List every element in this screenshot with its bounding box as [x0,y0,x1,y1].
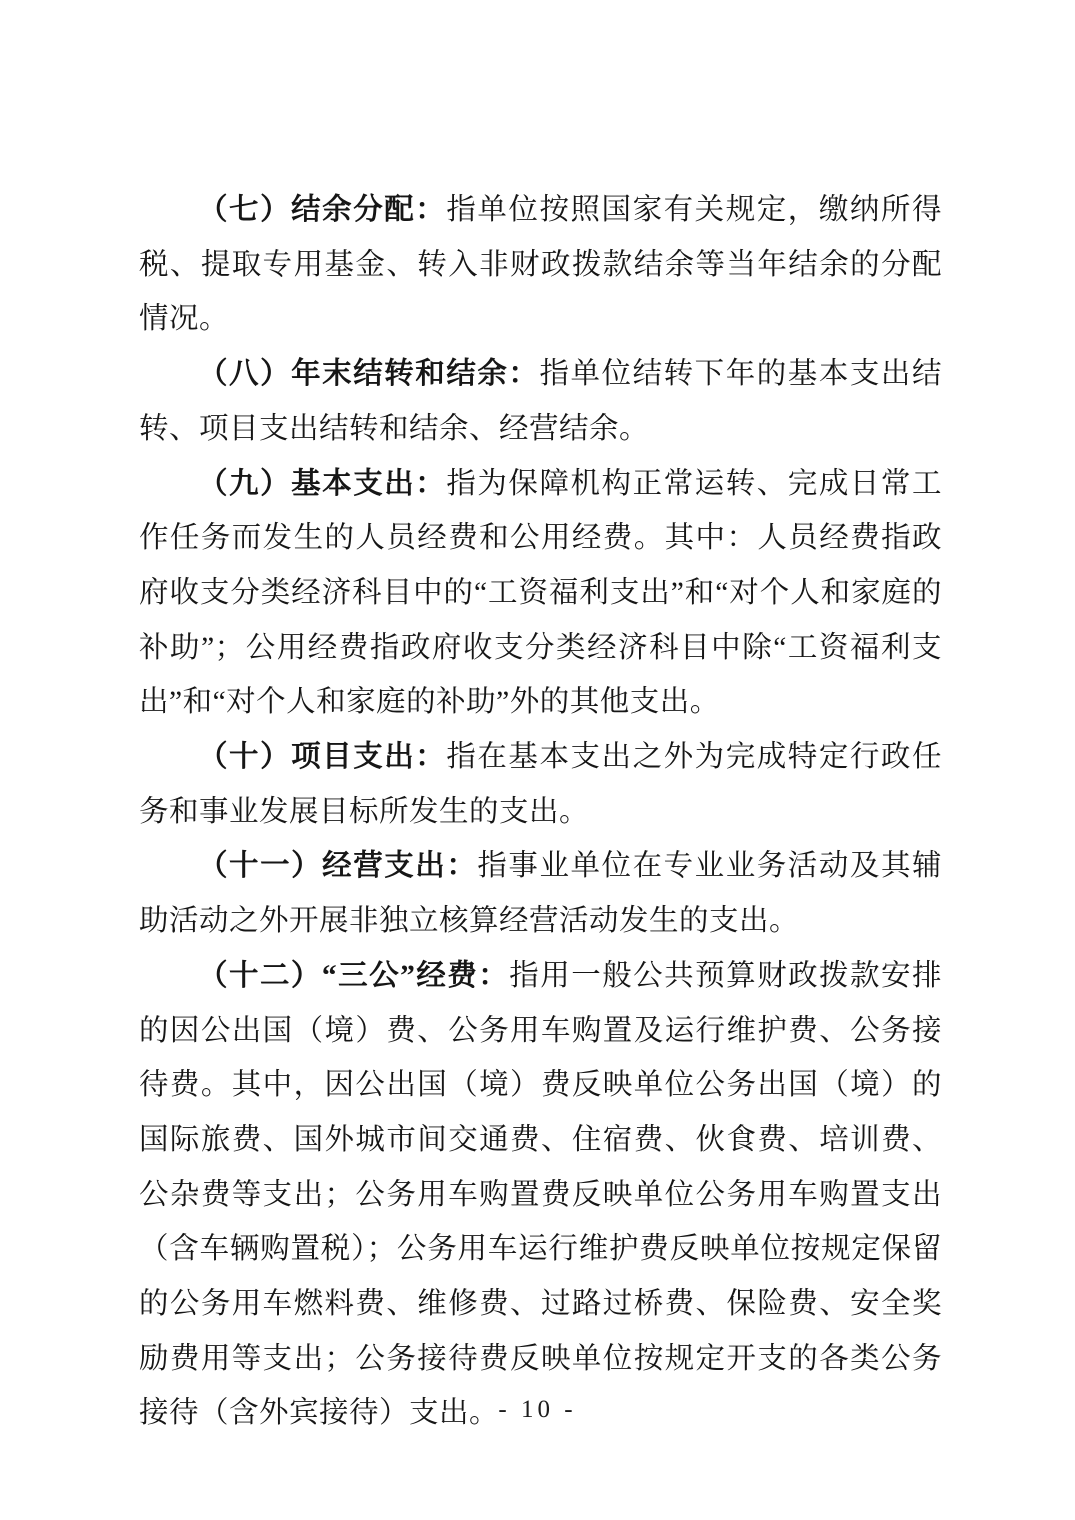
paragraph-body: 指事业单位在专业业务活动及其辅助活动之外开展非独立核算经营活动发生的支出。 [139,850,942,938]
paragraph-2 [139,347,942,456]
paragraph-body: 指在基本支出之外为完成特定行政任务和事业发展目标所发生的支出。 [139,741,942,828]
paragraph-5 [139,839,942,948]
paragraph-heading: （九）基本支出： [198,467,447,500]
paragraph-1 [139,183,942,347]
paragraph-body: 指单位按照国家有关规定，缴纳所得税、提取专用基金、转入非财政拨款结余等当年结余的分配情况。 [139,194,942,336]
paragraph-body: 指用一般公共预算财政拨款安排的因公出国（境）费、公务用车购置及运行维护费、公务接待费。其中，因公出国（境）费反映单位公务出国（境）的国际旅费、国外城市间交通费、住宿费、伙食费、培训费、公杂费等支出；公务用车购置费反映单位公务用车购置支出（含车辆购置税）；公务用车运行维护费反映单位按规定保留的公务用车燃料费、维修费、过路过桥费、保险费、安全奖励费用等支出；公务接待费反映单位按规定开支的各类公务接待（含外宾接待）支出。 [139,959,942,1430]
paragraph-3 [139,457,942,731]
paragraph-heading: （十）项目支出： [198,741,447,774]
page-number: - 10 - [498,1396,577,1423]
paragraph-6 [139,949,942,1441]
paragraph-4 [139,730,942,839]
document-body [139,183,942,1441]
paragraph-heading: （八）年末结转和结余： [198,358,540,391]
paragraph-heading: （七）结余分配： [198,194,447,226]
page-footer [0,1396,1075,1424]
paragraph-body: 指为保障机构正常运转、完成日常工作任务而发生的人员经费和公用经费。其中：人员经费指政府收支分类经济科目中的“工资福利支出”和“对个人和家庭的补助”；公用经费指政府收支分类经济科目中除“工资福利支出”和“对个人和家庭的补助”外的其他支出。 [139,467,942,719]
paragraph-heading: （十一）经营支出： [198,850,478,883]
paragraph-heading: （十二）“三公”经费： [198,959,510,992]
paragraph-body: 指单位结转下年的基本支出结转、项目支出结转和结余、经营结余。 [139,358,942,445]
